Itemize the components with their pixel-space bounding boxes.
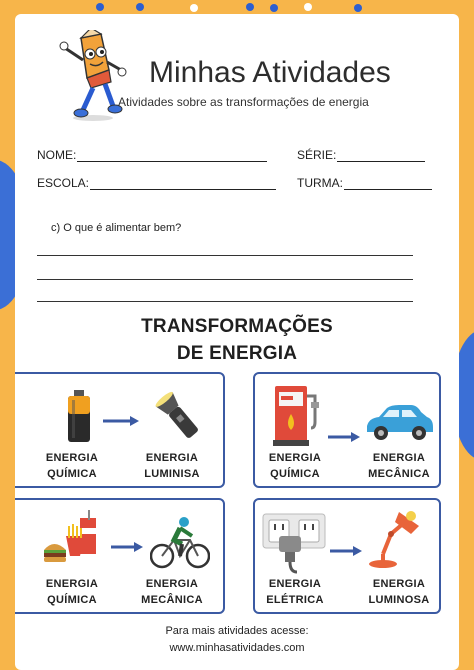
decor-dot [354,4,362,12]
arrow-right-icon [102,414,140,432]
class-label: TURMA: [297,176,343,190]
footer-text: Para mais atividades acesse: [165,625,309,637]
battery-icon [62,388,96,449]
car-icon [363,402,435,447]
decor-dot [190,4,198,12]
arrow-right-icon [327,430,361,448]
school-field[interactable] [37,176,276,190]
from-energy-label: ENERGIA QUÍMICA [45,578,99,606]
flashlight-icon [152,390,206,449]
to-energy-label: ENERGIA LUMINOSA [368,578,430,606]
decor-dot [246,3,254,11]
fuel-pump-icon [271,382,325,453]
footer-link[interactable]: www.minhasatividades.com [169,642,305,654]
name-line[interactable] [77,150,267,162]
school-label: ESCOLA: [37,176,90,190]
decor-dot [96,3,104,11]
desk-lamp-icon [365,506,425,575]
class-line[interactable] [344,178,432,190]
school-line[interactable] [90,178,276,190]
answer-line[interactable] [37,279,413,280]
energy-card [15,372,225,488]
to-energy-label: ENERGIA MECÂNICA [141,578,203,606]
page-title: Minhas Atividades [149,56,391,89]
serie-label: SÉRIE: [297,148,337,162]
from-energy-label: ENERGIA ELÉTRICA [266,578,324,606]
name-label: NOME: [37,148,77,162]
name-field[interactable] [37,148,267,162]
serie-line[interactable] [337,150,425,162]
to-energy-label: ENERGIA MECÂNICA [368,452,430,480]
power-plug-icon [261,512,327,579]
fast-food-icon [42,510,104,575]
arrow-right-icon [329,544,363,562]
from-energy-label: ENERGIA QUÍMICA [45,452,99,480]
section-heading-line2: DE ENERGIA [176,343,298,364]
page-subtitle: Atividades sobre as transformações de energia [118,95,369,109]
serie-field[interactable] [297,148,425,162]
decor-dot [304,3,312,11]
energy-card [15,498,225,614]
to-energy-label: ENERGIA LUMINISA [144,452,200,480]
cyclist-icon [150,514,210,575]
decor-dot [270,4,278,12]
from-energy-label: ENERGIA QUÍMICA [268,452,322,480]
answer-line[interactable] [37,301,413,302]
section-heading-line1: TRANSFORMAÇÕES [141,316,333,337]
class-field[interactable] [297,176,432,190]
question-text: c) O que é alimentar bem? [51,222,182,234]
worksheet-page [15,14,459,670]
energy-card [253,372,441,488]
answer-line[interactable] [37,255,413,256]
energy-card [253,498,441,614]
arrow-right-icon [110,540,144,558]
decor-dot [136,3,144,11]
